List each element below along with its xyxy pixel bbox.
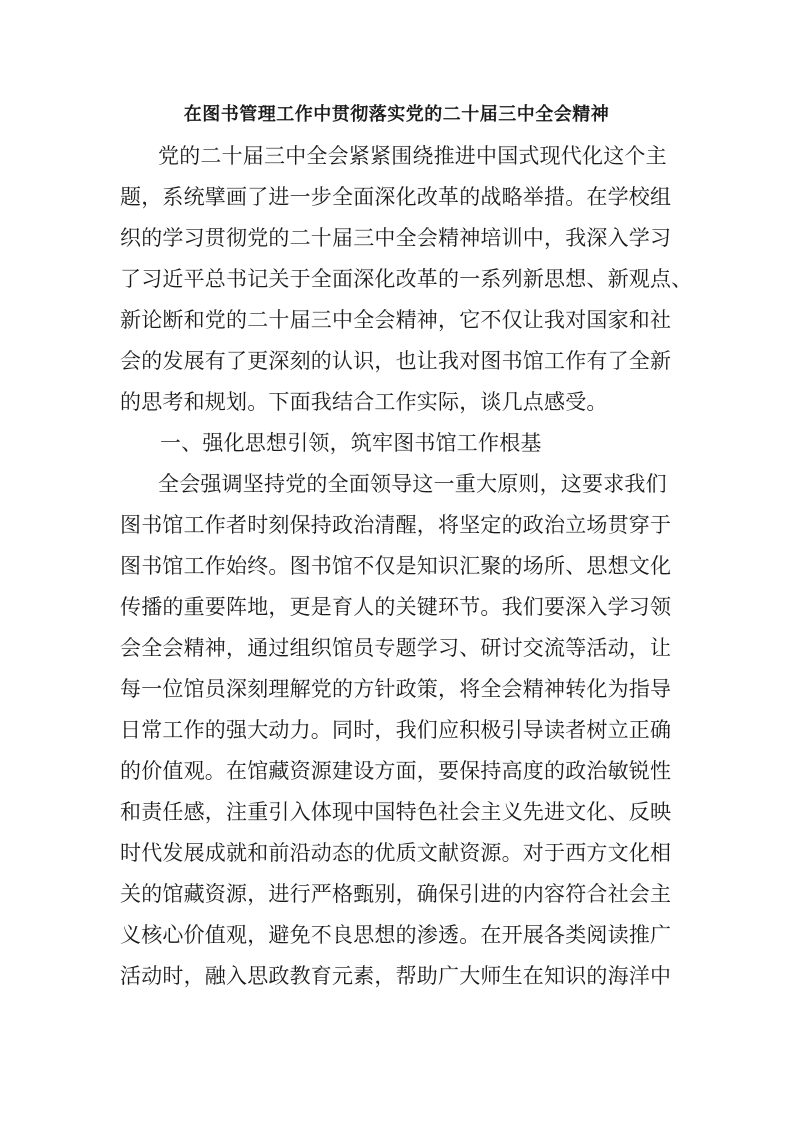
paragraph-line: 题，系统擘画了进一步全面深化改革的战略举措。在学校组 [120,185,672,209]
paragraph-line: 和责任感，注重引入体现中国特色社会主义先进文化、反映 [120,800,672,824]
paragraph-line: 的价值观。在馆藏资源建设方面，要保持高度的政治敏锐性 [120,759,672,783]
paragraph-line: 会的发展有了更深刻的认识，也让我对图书馆工作有了全新 [120,349,672,373]
paragraph-line: 了习近平总书记关于全面深化改革的一系列新思想、新观点、 [120,267,693,291]
paragraph-line: 会全会精神，通过组织馆员专题学习、研讨交流等活动，让 [120,636,672,660]
document-title: 在图书管理工作中贯彻落实党的二十届三中全会精神 [183,104,610,125]
paragraph-line: 全会强调坚持党的全面领导这一重大原则，这要求我们 [158,472,667,496]
paragraph-line: 新论断和党的二十届三中全会精神，它不仅让我对国家和社 [120,308,672,332]
section-heading: 一、强化思想引领，筑牢图书馆工作根基 [160,431,542,455]
paragraph-line: 图书馆工作始终。图书馆不仅是知识汇聚的场所、思想文化 [120,554,672,578]
paragraph-line: 图书馆工作者时刻保持政治清醒，将坚定的政治立场贯穿于 [120,513,672,537]
paragraph-line: 日常工作的强大动力。同时，我们应积极引导读者树立正确 [120,718,672,742]
paragraph-line: 时代发展成就和前沿动态的优质文献资源。对于西方文化相 [120,841,672,865]
paragraph-line: 的思考和规划。下面我结合工作实际，谈几点感受。 [120,390,608,414]
paragraph-line: 织的学习贯彻党的二十届三中全会精神培训中，我深入学习 [120,226,672,250]
paragraph-line: 义核心价值观，避免不良思想的渗透。在开展各类阅读推广 [120,923,672,947]
paragraph-line: 活动时，融入思政教育元素，帮助广大师生在知识的海洋中 [120,964,672,988]
paragraph-line: 党的二十届三中全会紧紧围绕推进中国式现代化这个主 [158,144,667,168]
paragraph-line: 每一位馆员深刻理解党的方针政策，将全会精神转化为指导 [120,677,672,701]
paragraph-line: 关的馆藏资源，进行严格甄别，确保引进的内容符合社会主 [120,882,672,906]
paragraph-line: 传播的重要阵地，更是育人的关键环节。我们要深入学习领 [120,595,672,619]
